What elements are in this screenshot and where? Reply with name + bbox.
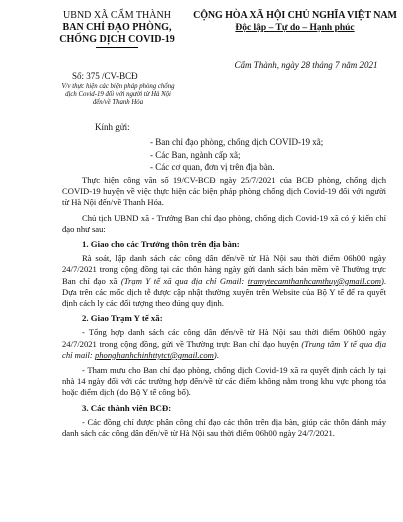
section-2-text: - Tổng hợp danh sách các công dân đến/về từ Hà Nội sau thời điểm 06h00 ngày 24/7/2021 trong cộng đồng, gửi về Thường trực Ban chỉ đạo huyện [62, 327, 386, 349]
section-1-note: (Trạm Y tế xã qua địa chỉ Gmail: [120, 275, 248, 286]
recipient-item: - Ban chỉ đạo phòng, chống dịch COVID-19 xã; [150, 137, 324, 147]
issuer-underline [96, 47, 138, 48]
intro-paragraph: Thực hiện công văn số 19/CV-BCĐ ngày 25/7/2021 của BCĐ phòng, chống dịch COVID-19 huyện về việc thực hiện các biện pháp phòng chống dịch Covid-19 đối với người từ Hà Nội đến/về Thanh Hóa. [62, 175, 386, 208]
section-3-paragraph: - Các đồng chí được phân công chỉ đạo các thôn trên địa bàn, giúp các thôn đánh máy danh sách các công dân đến/về từ Hà Nội sau thời điểm 06h00 ngày 24/7/2021. [62, 416, 386, 439]
section-heading-3: 3. Các thành viên BCĐ: [82, 402, 172, 413]
section-heading-1: 1. Giao cho các Trưởng thôn trên địa bàn: [82, 239, 240, 250]
directive-paragraph: Chủ tịch UBND xã - Trưởng Ban chỉ đạo phòng, chống dịch Covid-19 xã có ý kiến chỉ đạo như sau: [62, 212, 386, 234]
section-1-paragraph [62, 253, 386, 309]
document-subject: V/v thực hiện các biện pháp phòng chống dịch Covid-19 đối với người từ Hà Nội đến/về Thanh Hóa [61, 83, 175, 106]
section-1-text-cont: . Dựa trên các mốc dịch tễ được cập nhật thường xuyên trên Website của Bộ Y tế để ra quyết định cách ly các đối tượng theo đúng quy định. [62, 275, 386, 309]
national-motto: Độc lập – Tự do – Hạnh phúc [235, 23, 355, 33]
issuer-committee-line2: CHỐNG DỊCH COVID-19 [59, 34, 175, 45]
section-1-text: Rà soát, lập danh sách các công dân đến/về từ Hà Nội sau thời điểm 06h00 ngày 24/7/2021 trong cộng đồng tại các thôn hàng ngày gửi danh sách bản mềm về Thường trực Ban chỉ đạo xã [62, 253, 386, 286]
section-2-text-end: . [216, 349, 219, 360]
email-link-tramyte[interactable]: tramytecamthanhcamthuy@gmail.com [247, 275, 381, 286]
recipient-item: - Các cơ quan, đơn vị trên địa bàn. [150, 162, 275, 172]
issuer-header [42, 10, 192, 48]
document-body [62, 175, 386, 443]
issuer-committee-line1: BAN CHỈ ĐẠO PHÒNG, [62, 22, 172, 33]
email-link-ttyt[interactable]: phonghanhchinhttytct@gmail.com [94, 349, 214, 360]
section-2-note: (Trung tâm Y tế qua địa chỉ mail: [62, 338, 386, 360]
national-header [190, 10, 400, 34]
recipient-list [150, 136, 323, 174]
section-heading-2: 2. Giao Trạm Y tế xã: [82, 313, 163, 324]
recipient-item: - Các Ban, ngành cấp xã; [150, 149, 241, 160]
document-date: Cẩm Thành, ngày 28 tháng 7 năm 2021 [234, 60, 378, 70]
greeting: Kính gửi: [95, 122, 130, 132]
section-2-note-close: ) [213, 349, 217, 360]
section-2-paragraph-2: - Tham mưu cho Ban chỉ đạo phòng, chống dịch Covid-19 xã ra quyết định cách ly tại nhà 14 ngày đối với các trường hợp đến/về từ các điểm không nằm trong khu vực phong tỏa hoặc điểm dịch (do Bộ Y tế công bố). [62, 365, 386, 398]
section-1-note-close: ) [380, 275, 384, 286]
section-2-paragraph-1 [62, 327, 386, 361]
national-title: CỘNG HÒA XÃ HỘI CHỦ NGHĨA VIỆT NAM [193, 10, 397, 21]
document-number: Số: 375 /CV-BCĐ [72, 71, 138, 81]
issuer-commune: UBND XÃ CẨM THÀNH [63, 10, 171, 21]
